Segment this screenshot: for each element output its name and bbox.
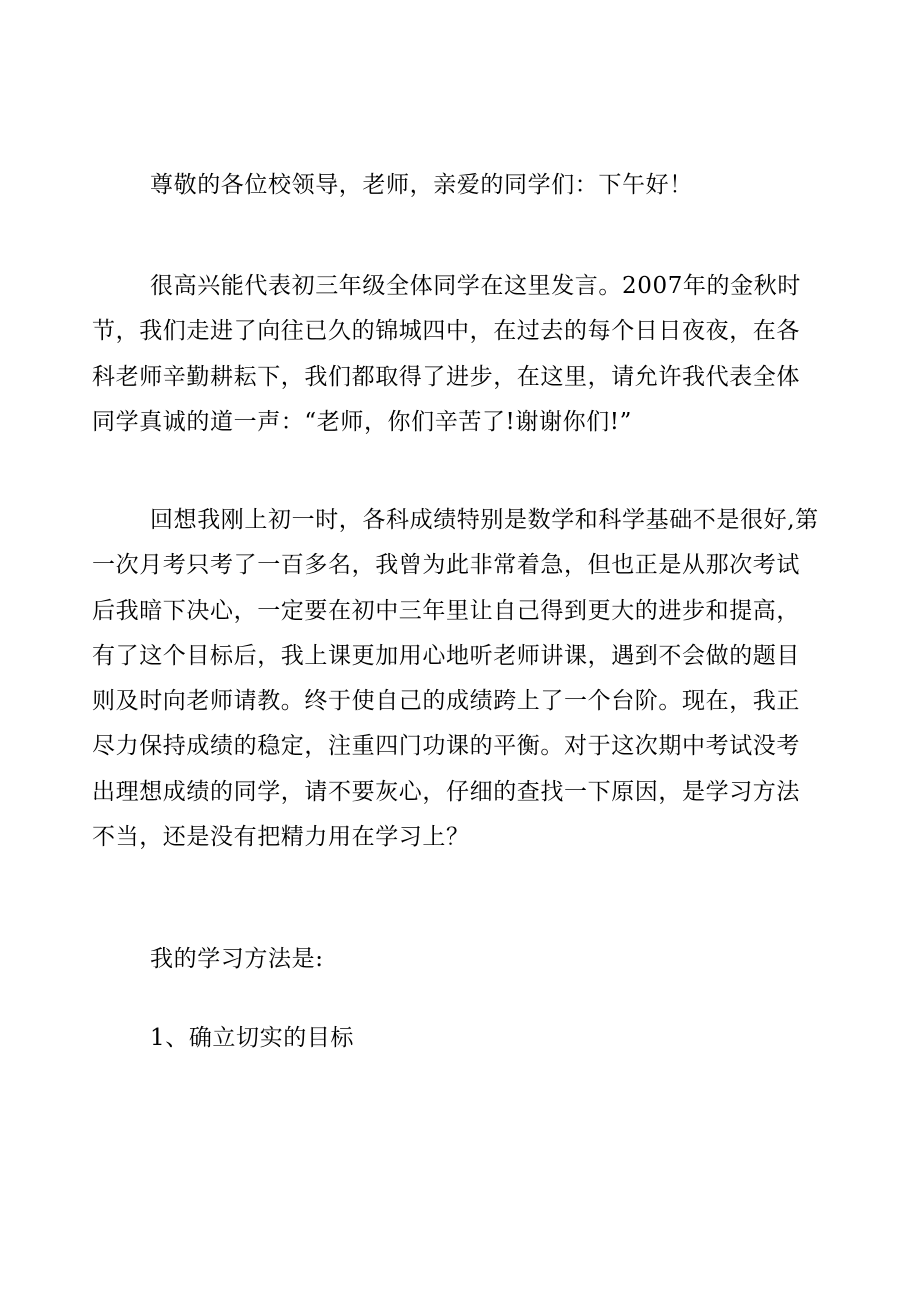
recollection-line-4: 有了这个目标后，我上课更加用心地听老师讲课，遇到不会做的题目 <box>92 642 800 669</box>
greeting-line: 尊敬的各位校领导，老师，亲爱的同学们：下午好！ <box>150 172 693 198</box>
recollection-line-8: 不当，还是没有把精力用在学习上？ <box>92 824 470 851</box>
intro-line-4: 同学真诚的道一声：“老师，你们辛苦了!谢谢你们!” <box>92 408 633 435</box>
method-item-1-line: 1、确立切实的目标 <box>150 1025 355 1051</box>
greeting-paragraph <box>92 163 832 208</box>
method-heading <box>92 937 832 982</box>
recollection-line-6: 尽力保持成绩的稳定，注重四门功课的平衡。对于这次期中考试没考 <box>92 733 800 760</box>
intro-line-3: 科老师辛勤耕耘下，我们都取得了进步，在这里，请允许我代表全体 <box>92 363 800 390</box>
recollection-line-2: 一次月考只考了一百多名，我曾为此非常着急，但也正是从那次考试 <box>92 552 800 579</box>
recollection-paragraph <box>92 498 832 860</box>
recollection-line-5: 则及时向老师请教。终于使自己的成绩跨上了一个台阶。现在，我正 <box>92 688 800 715</box>
method-item-1 <box>92 1016 832 1061</box>
intro-line-2: 节，我们走进了向往已久的锦城四中，在过去的每个日日夜夜，在各 <box>92 318 800 345</box>
recollection-line-7: 出理想成绩的同学，请不要灰心，仔细的查找一下原因，是学习方法 <box>92 778 800 805</box>
recollection-line-3: 后我暗下决心，一定要在初中三年里让自己得到更大的进步和提高， <box>92 597 800 624</box>
intro-paragraph <box>92 264 832 445</box>
recollection-line-1: 回想我刚上初一时，各科成绩特别是数学和科学基础不是很好,第 <box>150 507 819 533</box>
intro-line-1: 很高兴能代表初三年级全体同学在这里发言。2007年的金秋时 <box>150 273 801 299</box>
method-heading-line: 我的学习方法是: <box>150 946 324 972</box>
